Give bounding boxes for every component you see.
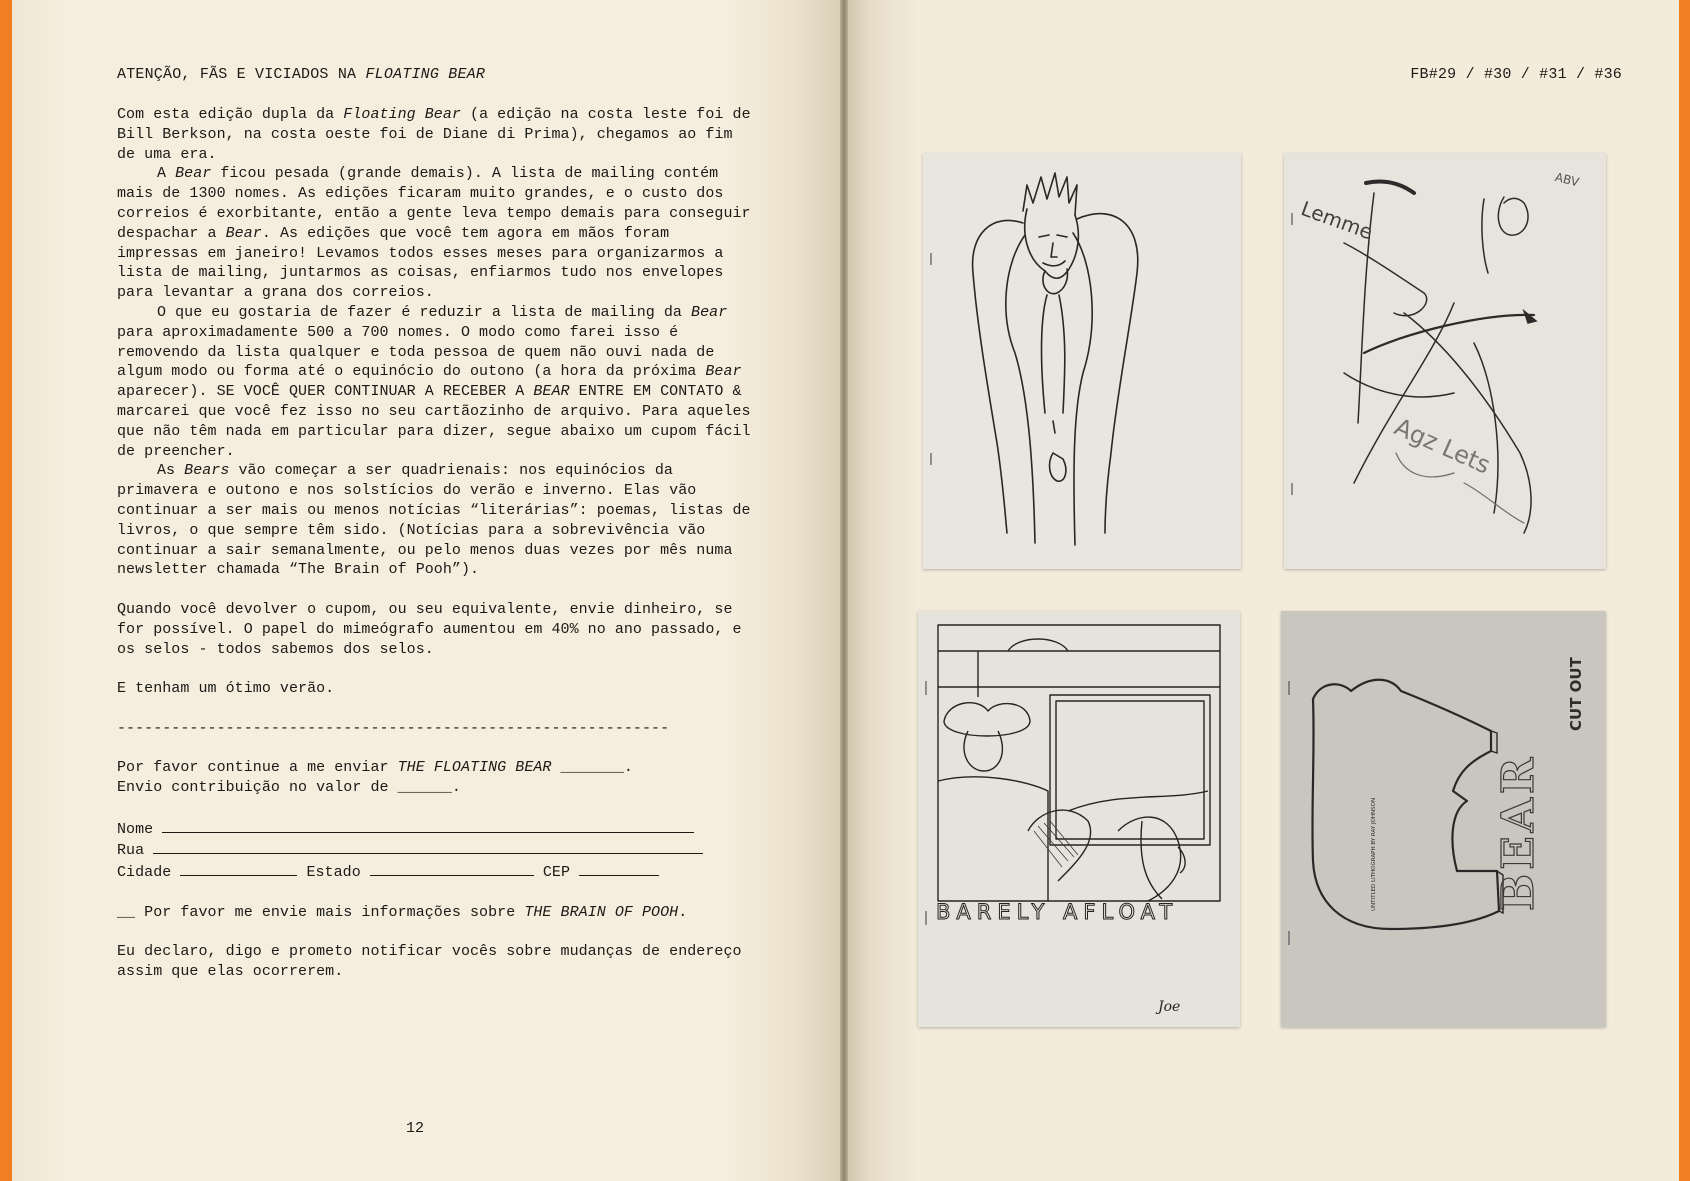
city-state-zip-row: Cidade Estado CEP: [117, 861, 757, 883]
zip-blank[interactable]: [579, 861, 659, 876]
street-blank[interactable]: [153, 839, 703, 854]
coupon-line-contribution: Envio contribuição no valor de ______.: [117, 779, 461, 797]
letter-body: [117, 105, 757, 982]
name-field-row: Nome: [117, 818, 757, 840]
scribble-word-top: Lemme: [1297, 196, 1376, 245]
state-blank[interactable]: [370, 861, 534, 876]
scribble-word-bottom: Agz Lets: [1390, 412, 1495, 480]
cover-plate-winged-figure: [923, 153, 1241, 569]
bear-cut-out-drawing: [1281, 611, 1606, 1027]
barely-afloat-drawing: [918, 611, 1240, 1027]
paragraph-5: Quando você devolver o cupom, ou seu equivalente, envie dinheiro, se for possível. O papel do mimeógrafo aumentou em 40% no ano passado, e os selos - todos sabemos dos selos.: [117, 600, 742, 658]
paragraph-3: O que eu gostaria de fazer é reduzir a lista de mailing da Bear para aproximadamente 500 a 700 nomes. O modo como farei isso é removendo da lista qualquer e toda pessoa de quem não ouvi nada de algum modo ou forma até o equinócio do outono (a hora da próxima Bear aparecer). SE VOCÊ QUER CONTINUAR A RECEBER A BEAR ENTRE EM CONTATO & marcarei que você fez isso no seu cartãozinho de arquivo. Para aqueles que não têm nada em particular para dizer, segue abaixo um cupom fácil de preencher.: [117, 303, 751, 460]
street-field-row: Rua: [117, 839, 757, 861]
winged-figure-drawing: [923, 153, 1241, 569]
name-blank[interactable]: [162, 818, 694, 833]
more-info-request: __ Por favor me envie mais informações sobre THE BRAIN OF POOH.: [117, 903, 688, 921]
bear-subtitle: CUT OUT: [1567, 657, 1585, 731]
cover-plate-scribbles: [1284, 153, 1606, 569]
dashed-divider: -------------------------------------------------------------: [117, 719, 670, 737]
plate-signature: Joe: [1158, 999, 1181, 1015]
scribble-initials: ABV: [1553, 169, 1581, 190]
scribble-drawing: [1284, 153, 1606, 569]
bear-title: BEAR: [1493, 753, 1544, 911]
paragraph-4: As Bears vão começar a ser quadrienais: nos equinócios da primavera e outono e nos solstícios do verão e inverno. Elas vão continuar a ser mais ou menos notícias “literárias”: poemas, listas de livros, o que sempre têm sido. (Notícias para a sobrevivência vão continuar a sair semanalmente, ou pelo menos duas vezes por mês numa newsletter chamada “The Brain of Pooh”).: [117, 462, 751, 579]
page-number: 12: [406, 1120, 425, 1137]
running-header-left: ATENÇÃO, FÃS E VICIADOS NA FLOATING BEAR: [117, 66, 486, 83]
running-header-right: FB#29 / #30 / #31 / #36: [1410, 66, 1622, 83]
cover-plate-barely-afloat: [918, 611, 1240, 1027]
coupon-line-subscribe: Por favor continue a me enviar THE FLOATING BEAR _______.: [117, 759, 633, 777]
closing-line: E tenham um ótimo verão.: [117, 680, 335, 698]
paragraph-1: Com esta edição dupla da Floating Bear (a edição na costa leste foi de Bill Berkson, na costa oeste foi de Diane di Prima), chegamos ao fim de uma era.: [117, 106, 751, 163]
declaration: Eu declaro, digo e prometo notificar vocês sobre mudanças de endereço assim que elas ocorrerem.: [117, 943, 742, 981]
paragraph-2: A Bear ficou pesada (grande demais). A lista de mailing contém mais de 1300 nomes. As edições ficaram muito grandes, e o custo dos correios é exorbitante, então a gente leva tempo demais para conseguir despachar a Bear. As edições que você tem agora em mãos foram impressas em janeiro! Levamos todos esses meses para organizarmos a lista de mailing, juntarmos as coisas, enfiarmos tudo nos envelopes para levantar a grana dos correios.: [117, 165, 751, 302]
bear-credit: UNTITLED LITHOGRAPH BY RAY JOHNSON: [1371, 797, 1377, 911]
book-gutter: [840, 0, 848, 1181]
cover-plate-bear-cut-out: [1281, 611, 1606, 1027]
city-blank[interactable]: [180, 861, 297, 876]
plate-caption: BARELY AFLOAT: [936, 900, 1179, 924]
